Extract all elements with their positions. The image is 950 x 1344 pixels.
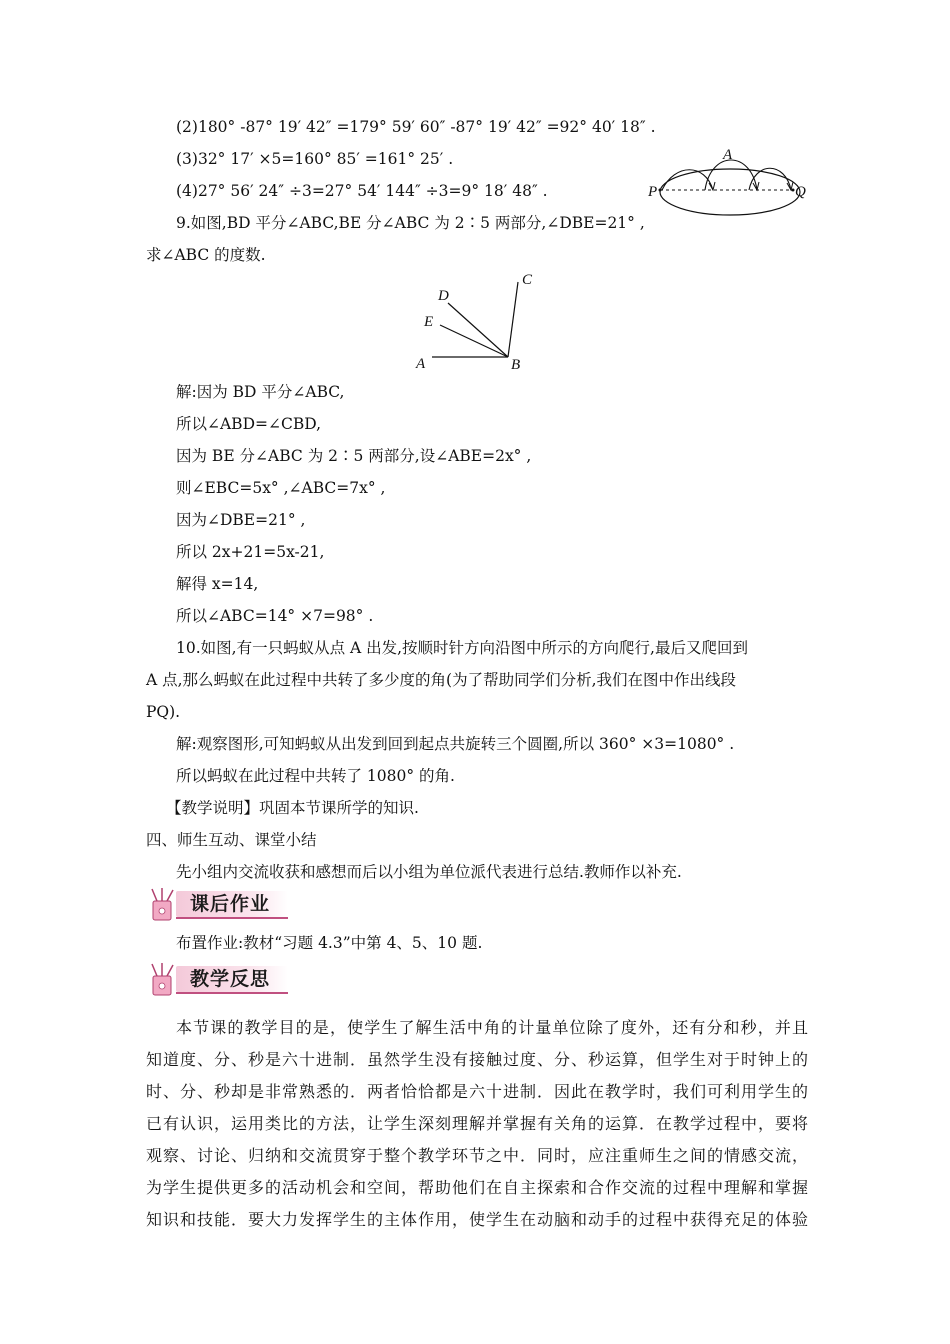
solution-10-line-2: 所以蚂蚁在此过程中共转了 1080° 的角. [176, 767, 455, 785]
solution-9-line-3: 因为 BE 分∠ABC 为 2∶5 两部分,设∠ABE=2x° , [176, 447, 532, 465]
reflection-line: 观察、讨论、归纳和交流贯穿于整个教学环节之中．同时，应注重师生之间的情感交流， [146, 1146, 810, 1165]
solution-9-line-8: 所以∠ABC=14° ×7=98° . [176, 607, 374, 625]
pencil-cup-icon [146, 887, 186, 923]
reflection-line: 已有认识，运用类比的方法，让学生深刻理解并掌握有关角的运算．在教学过程中，要将 [146, 1114, 810, 1133]
solution-9-line-7: 解得 x=14, [176, 575, 259, 593]
pencil-cup-icon [146, 962, 186, 998]
reflection-line: 本节课的教学目的是，使学生了解生活中角的计量单位除了度外，还有分和秒，并且 [176, 1018, 810, 1037]
calc-line-2: (2)180° -87° 19′ 42″ =179° 59′ 60″ -87° 19′ 42″ =92° 40′ 18″ . [176, 118, 656, 136]
ant-path-figure [645, 145, 815, 220]
label-c: C [522, 272, 533, 288]
reflection-title: 教学反思 [190, 968, 271, 990]
problem-10-line-1: 10.如图,有一只蚂蚁从点 A 出发,按顺时针方向沿图中所示的方向爬行,最后又爬回到 [176, 639, 748, 657]
angle-figure [412, 268, 542, 376]
solution-9-line-6: 所以 2x+21=5x-21, [176, 543, 325, 561]
label-a: A [723, 147, 733, 163]
summary-text: 先小组内交流收获和感想而后以小组为单位派代表进行总结.教师作以补充. [176, 863, 682, 881]
label-p: P [648, 184, 658, 200]
problem-10-line-3: PQ). [146, 703, 181, 721]
problem-9-line-1: 9.如图,BD 平分∠ABC,BE 分∠ABC 为 2∶5 两部分,∠DBE=21° , [176, 214, 645, 232]
homework-banner [146, 887, 291, 923]
reflection-line: 为学生提供更多的活动机会和空间，帮助他们在自主探索和合作交流的过程中理解和掌握 [146, 1178, 810, 1197]
label-a: A [416, 356, 426, 372]
solution-9-line-1: 解:因为 BD 平分∠ABC, [176, 383, 345, 401]
solution-10-line-1: 解:观察图形,可知蚂蚁从出发到回到起点共旋转三个圆圈,所以 360° ×3=1080° . [176, 735, 735, 753]
label-b: B [511, 357, 521, 373]
label-e: E [424, 314, 434, 330]
section-heading-4: 四、师生互动、课堂小结 [146, 831, 317, 849]
problem-9-line-2: 求∠ABC 的度数. [146, 246, 266, 264]
problem-10-line-2: A 点,那么蚂蚁在此过程中共转了多少度的角(为了帮助同学们分析,我们在图中作出线段 [146, 671, 737, 689]
reflection-line: 知道度、分、秒是六十进制．虽然学生没有接触过度、分、秒运算，但学生对于时钟上的 [146, 1050, 810, 1069]
reflection-line: 知识和技能．要大力发挥学生的主体作用，使学生在动脑和动手的过程中获得充足的体验 [146, 1210, 810, 1229]
homework-title: 课后作业 [190, 893, 271, 915]
calc-line-3: (3)32° 17′ ×5=160° 85′ =161° 25′ . [176, 150, 454, 168]
label-d: D [438, 288, 449, 304]
solution-9-line-2: 所以∠ABD=∠CBD, [176, 415, 322, 433]
homework-text: 布置作业:教材“习题 4.3”中第 4、5、10 题. [176, 934, 483, 952]
solution-9-line-5: 因为∠DBE=21° , [176, 511, 306, 529]
label-q: Q [795, 184, 806, 200]
teaching-note: 【教学说明】巩固本节课所学的知识. [166, 799, 419, 817]
reflection-banner [146, 962, 291, 998]
calc-line-4: (4)27° 56′ 24″ ÷3=27° 54′ 144″ ÷3=9° 18′ 48″ . [176, 182, 548, 200]
solution-9-line-4: 则∠EBC=5x° ,∠ABC=7x° , [176, 479, 386, 497]
reflection-line: 时、分、秒却是非常熟悉的．两者恰恰都是六十进制．因此在教学时，我们可利用学生的 [146, 1082, 810, 1101]
